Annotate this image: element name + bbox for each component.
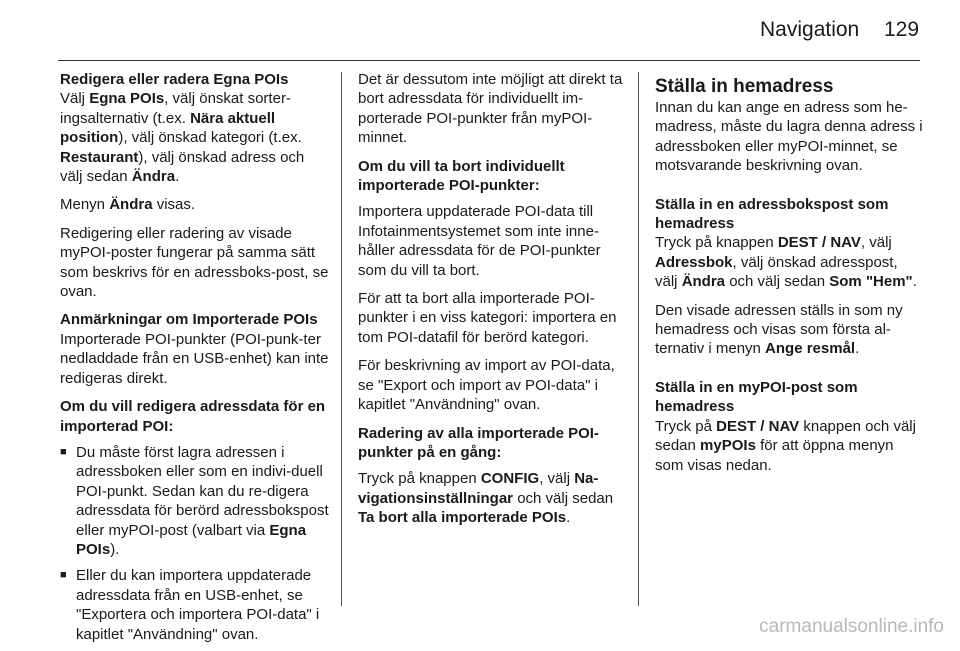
page-number: 129: [884, 18, 920, 41]
paragraph: Innan du kan ange en adress som he-madress, måste du lagra denna adress i adressboken eller myPOI-minnet, se motsvarande beskrivning ovan.: [655, 99, 923, 175]
heading-edit-imported: Om du vill redigera adressdata för en importerad POI:: [60, 398, 326, 435]
column-3: [655, 76, 923, 484]
paragraph: Tryck på knappen CONFIG, välj Na-vigationsinställningar och välj sedan Ta bort alla importerade POIs.: [358, 470, 614, 527]
bullet-square-icon: ■: [60, 569, 67, 582]
heading-delete-individual: Om du vill ta bort individuellt importerade POI-punkter:: [358, 157, 565, 195]
heading-addressbook-home: Ställa in en adressbokspost som hemadress: [655, 195, 889, 233]
list-item: ■ Eller du kan importera uppdaterade adressdata från en USB-enhet, se "Exportera och importera POI-data" i kapitlet "Användning" ovan.: [60, 567, 320, 643]
paragraph: Tryck på DEST / NAV knappen och välj sedan myPOIs för att öppna menyn som visas nedan.: [655, 417, 916, 474]
watermark: carmanualsonline.info: [759, 616, 944, 637]
heading-home-address: Ställa in hemadress: [655, 76, 834, 97]
bullet-list: [60, 443, 330, 644]
paragraph: Importerade POI-punkter (POI-punk-ter nedladdade från en USB-enhet) kan inte redigeras direkt.: [60, 330, 329, 387]
column-divider-1: [341, 72, 342, 606]
header-rule: [58, 60, 920, 61]
heading-edit-pois: Redigera eller radera Egna POIs: [60, 71, 289, 88]
paragraph: Redigering eller radering av visade myPOI-poster fungerar på samma sätt som beskrivs för en adressboks-post, se ovan.: [60, 224, 329, 301]
heading-delete-all: Radering av alla importerade POI-punkter på en gång:: [358, 424, 599, 461]
heading-imported-pois: Anmärkningar om Importerade POIs: [60, 311, 318, 329]
paragraph: Menyn Ändra visas.: [60, 196, 196, 214]
bullet-square-icon: ■: [60, 445, 67, 458]
header-title: Navigation: [760, 18, 860, 41]
heading-mypoi-home: Ställa in en myPOI-post som hemadress: [655, 378, 858, 416]
list-item: ■ Du måste först lagra adressen i adressboken eller som en indivi-duell POI-punkt. Sedan kan du re-digera adressdata för berörd adressbokspost eller myPOI-post (valbart via Egna POIs).: [60, 443, 329, 558]
paragraph: Importera uppdaterade POI-data till Infotainmentsystemet som inte inne-håller adressdata för de POI-punkter som du vill ta bort.: [358, 203, 601, 279]
paragraph: Tryck på knappen DEST / NAV, välj Adressbok, välj önskad adresspost, välj Ändra och välj sedan Som "Hem".: [655, 234, 917, 291]
paragraph: För att ta bort alla importerade POI-punkter i en viss kategori: importera en tom POI-datafil för berörd kategori.: [358, 290, 617, 346]
paragraph: Den visade adressen ställs in som ny hemadress och visas som första al-ternativ i menyn Ange resmål.: [655, 301, 903, 358]
paragraph: Det är dessutom inte möjligt att direkt ta bort adressdata för individuellt im-porterade POI-punkter från myPOI-minnet.: [358, 71, 623, 147]
column-2: [358, 70, 626, 537]
paragraph: Välj Egna POIs, välj önskat sorter-ingsalternativ (t.ex. Nära aktuell position), välj önskad kategori (t.ex. Restaurant), välj önskad adress och välj sedan Ändra.: [60, 90, 305, 186]
column-divider-2: [638, 72, 639, 606]
paragraph: För beskrivning av import av POI-data, se "Export och import av POI-data" i kapitlet "Användning" ovan.: [358, 357, 615, 414]
column-1: [60, 70, 330, 651]
